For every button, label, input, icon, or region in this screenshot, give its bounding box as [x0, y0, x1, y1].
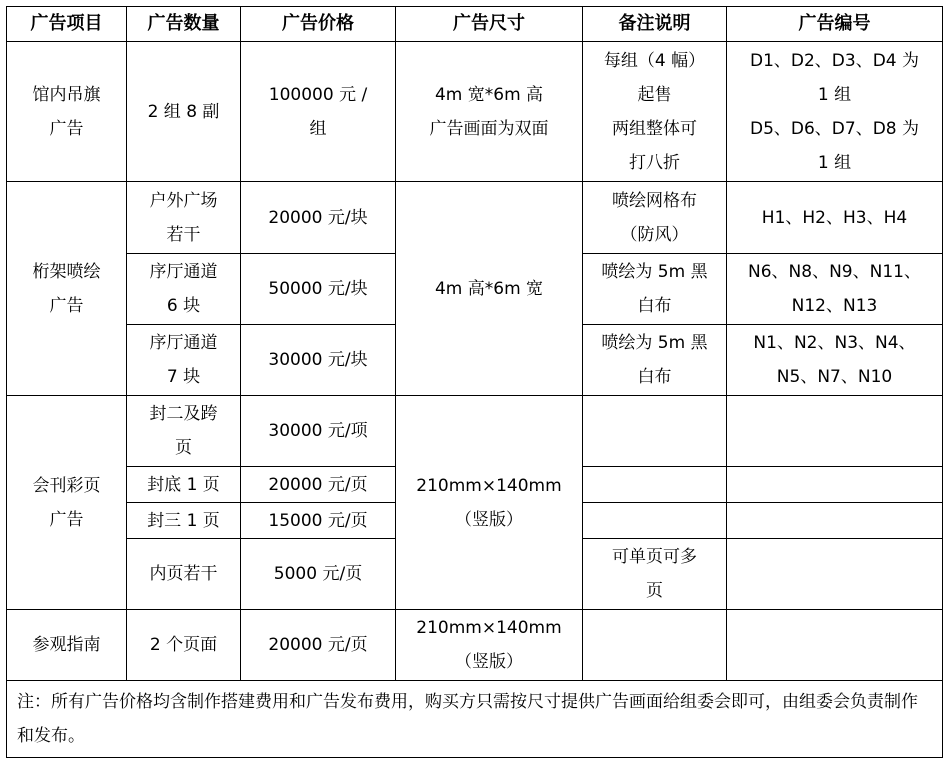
truss-price: 30000 元/块 [241, 325, 396, 396]
journal-price: 15000 元/页 [241, 503, 396, 539]
truss-code: H1、H2、H3、H4 [727, 182, 943, 254]
header-code: 广告编号 [727, 7, 943, 42]
guide-price: 20000 元/页 [241, 610, 396, 681]
footnote: 注：所有广告价格均含制作搭建费用和广告发布费用，购买方只需按尺寸提供广告画面给组委会即可，由组委会负责制作和发布。 [7, 681, 943, 758]
header-row [7, 7, 943, 42]
guide-size: 210mm×140mm （竖版） [396, 610, 583, 681]
truss-quantity: 户外广场 若干 [127, 182, 241, 254]
advertising-price-table [6, 6, 943, 758]
truss-size: 4m 高*6m 宽 [396, 182, 583, 396]
table-row [7, 182, 943, 254]
truss-code: N1、N2、N3、N4、 N5、N7、N10 [727, 325, 943, 396]
note-row [7, 681, 943, 758]
hall-banner-size: 4m 宽*6m 高 广告画面为双面 [396, 42, 583, 182]
journal-quantity: 封二及跨 页 [127, 396, 241, 467]
truss-quantity: 序厅通道 6 块 [127, 254, 241, 325]
guide-item: 参观指南 [7, 610, 127, 681]
journal-remark [583, 503, 727, 539]
journal-code [727, 467, 943, 503]
journal-item: 会刊彩页 广告 [7, 396, 127, 610]
journal-remark: 可单页可多 页 [583, 539, 727, 610]
truss-code: N6、N8、N9、N11、 N12、N13 [727, 254, 943, 325]
journal-quantity: 封三 1 页 [127, 503, 241, 539]
journal-price: 20000 元/页 [241, 467, 396, 503]
truss-quantity: 序厅通道 7 块 [127, 325, 241, 396]
journal-price: 30000 元/项 [241, 396, 396, 467]
truss-price: 20000 元/块 [241, 182, 396, 254]
header-item: 广告项目 [7, 7, 127, 42]
truss-remark: 喷绘为 5m 黑 白布 [583, 325, 727, 396]
hall-banner-code: D1、D2、D3、D4 为 1 组 D5、D6、D7、D8 为 1 组 [727, 42, 943, 182]
journal-code [727, 539, 943, 610]
journal-remark [583, 467, 727, 503]
hall-banner-item: 馆内吊旗 广告 [7, 42, 127, 182]
journal-code [727, 503, 943, 539]
table-row [7, 42, 943, 182]
table-row [7, 610, 943, 681]
journal-size: 210mm×140mm （竖版） [396, 396, 583, 610]
guide-code [727, 610, 943, 681]
hall-banner-remark: 每组（4 幅） 起售 两组整体可 打八折 [583, 42, 727, 182]
guide-quantity: 2 个页面 [127, 610, 241, 681]
hall-banner-quantity: 2 组 8 副 [127, 42, 241, 182]
journal-quantity: 封底 1 页 [127, 467, 241, 503]
header-quantity: 广告数量 [127, 7, 241, 42]
header-price: 广告价格 [241, 7, 396, 42]
header-size: 广告尺寸 [396, 7, 583, 42]
journal-code [727, 396, 943, 467]
journal-remark [583, 396, 727, 467]
guide-remark [583, 610, 727, 681]
table-row [7, 396, 943, 467]
truss-remark: 喷绘为 5m 黑 白布 [583, 254, 727, 325]
journal-price: 5000 元/页 [241, 539, 396, 610]
truss-item: 桁架喷绘 广告 [7, 182, 127, 396]
truss-price: 50000 元/块 [241, 254, 396, 325]
truss-remark: 喷绘网格布 （防风） [583, 182, 727, 254]
hall-banner-price: 100000 元 / 组 [241, 42, 396, 182]
journal-quantity: 内页若干 [127, 539, 241, 610]
header-remark: 备注说明 [583, 7, 727, 42]
